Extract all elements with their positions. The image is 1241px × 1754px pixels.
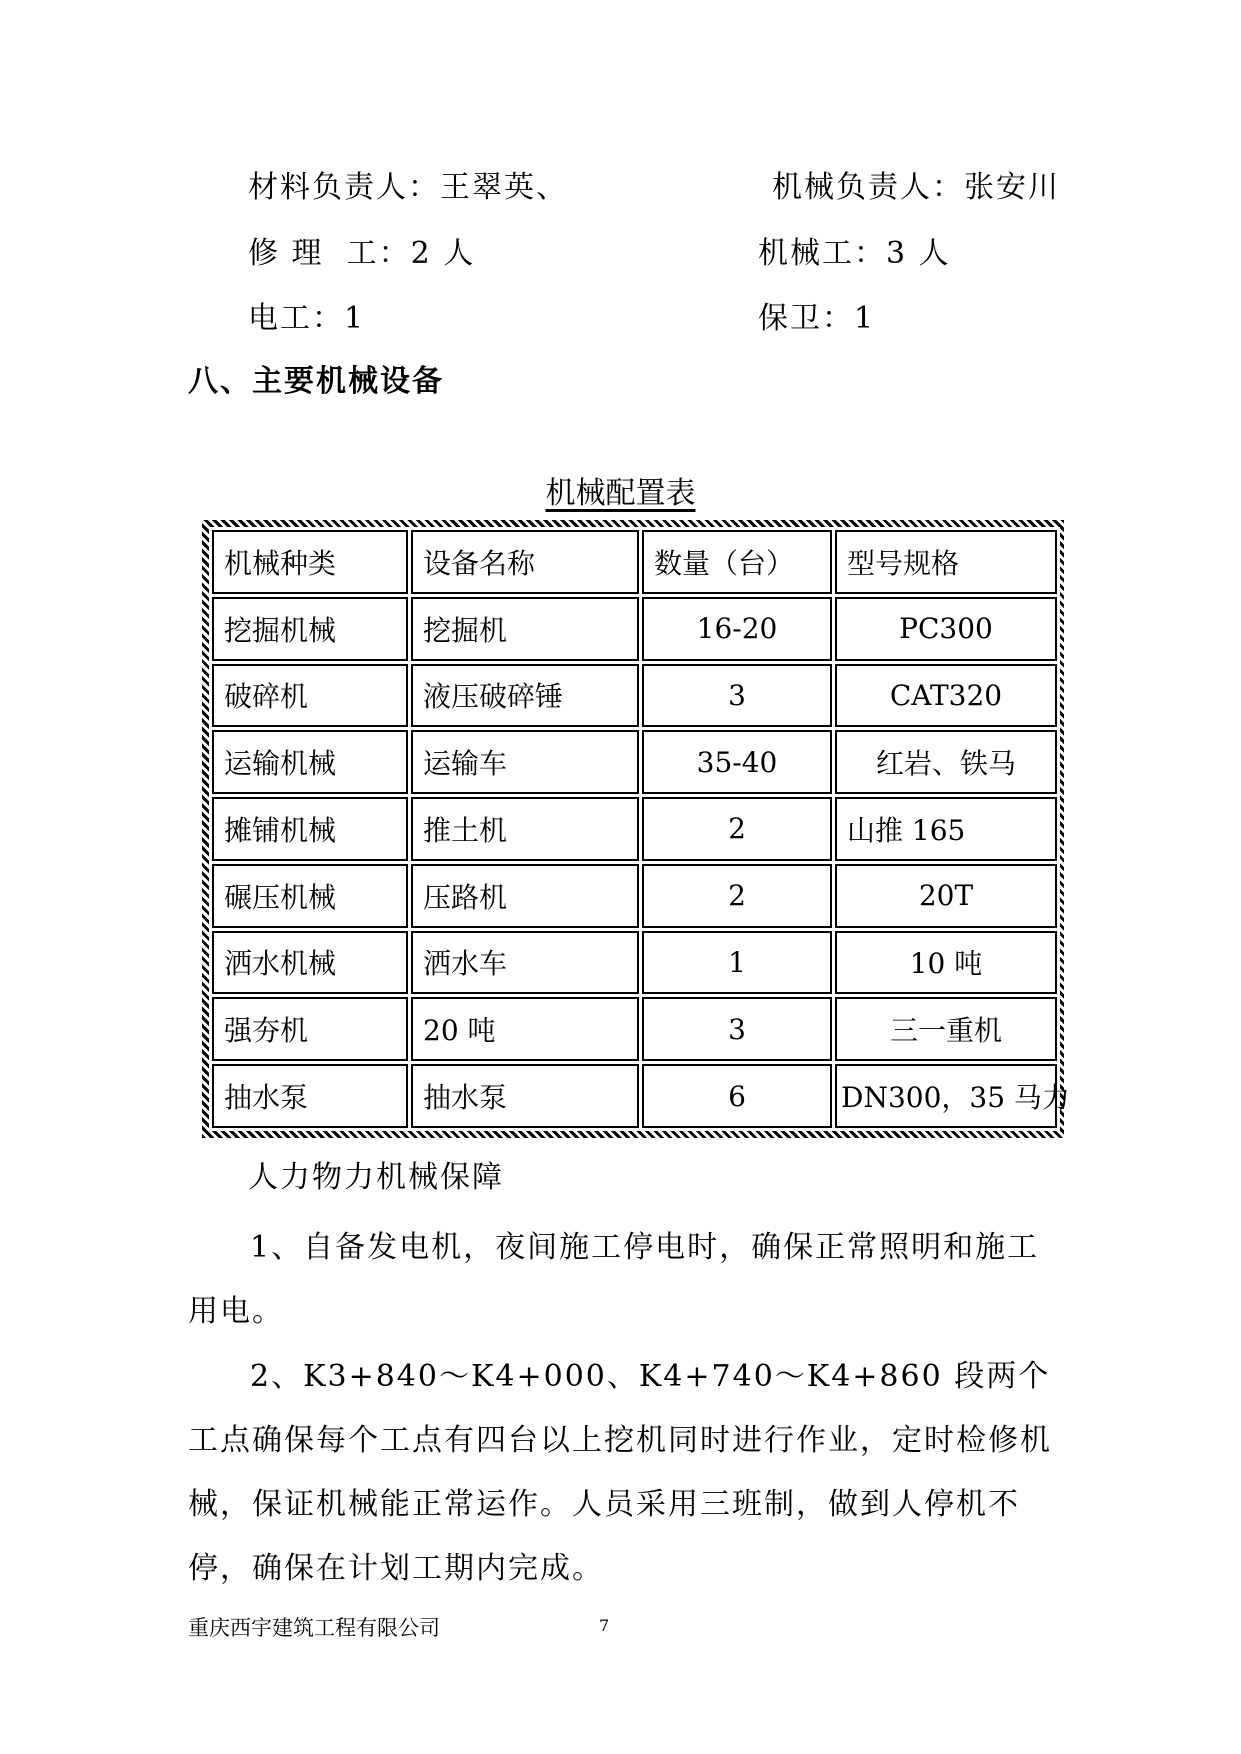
table-cell: 推土机	[411, 797, 639, 861]
table-row	[212, 1064, 1057, 1128]
table-cell: CAT320	[835, 664, 1057, 728]
table-cell: 洒水机械	[212, 931, 408, 995]
table-cell: 红岩、铁马	[835, 730, 1057, 794]
table-cell: 10 吨	[835, 931, 1057, 995]
staff-security: 保卫：1	[758, 301, 876, 336]
table-cell: 压路机	[411, 864, 639, 928]
header-cell-name: 设备名称	[411, 530, 639, 594]
subheading: 人力物力机械保障	[248, 1160, 504, 1195]
staff-material-manager: 材料负责人：王翠英、	[248, 170, 568, 205]
table-cell: 运输机械	[212, 730, 408, 794]
table-cell: PC300	[835, 597, 1057, 661]
table-cell: 强夯机	[212, 997, 408, 1061]
table-cell: 3	[642, 664, 832, 728]
table-cell: 20T	[835, 864, 1057, 928]
staff-repairers: 修 理 工：2 人	[248, 236, 476, 271]
staff-machinery-manager: 机械负责人：张安川	[772, 170, 1060, 205]
table-cell: 抽水泵	[411, 1064, 639, 1128]
paragraph-1: 1、自备发电机，夜间施工停电时，确保正常照明和施工用电。	[188, 1230, 1040, 1329]
table-row	[212, 597, 1057, 661]
table-cell: 三一重机	[835, 997, 1057, 1061]
table-cell: 挖掘机械	[212, 597, 408, 661]
table-cell: 2	[642, 797, 832, 861]
table-cell: 16-20	[642, 597, 832, 661]
table-cell: 运输车	[411, 730, 639, 794]
paragraph-2: 2、K3+840～K4+000、K4+740～K4+860 段两个工点确保每个工点有四台以上挖机同时进行作业，定时检修机械，保证机械能正常运作。人员采用三班制，做到人停机不停，确保在计划工期内完成。	[188, 1359, 1052, 1586]
table-cell: 挖掘机	[411, 597, 639, 661]
table-cell: 液压破碎锤	[411, 664, 639, 728]
table-cell: 2	[642, 864, 832, 928]
table-cell: 3	[642, 997, 832, 1061]
table-row	[212, 931, 1057, 995]
table-cell: 1	[642, 931, 832, 995]
table-cell: 洒水车	[411, 931, 639, 995]
table-cell: 山推 165	[835, 797, 1057, 861]
table-row	[212, 730, 1057, 794]
table-cell: 摊铺机械	[212, 797, 408, 861]
machinery-table-frame	[202, 520, 1070, 1138]
table-header-row	[212, 530, 1057, 594]
staff-electrician: 电工：1	[248, 301, 366, 336]
table-title: 机械配置表	[545, 476, 696, 511]
header-cell-quantity: 数量（台）	[642, 530, 832, 594]
table-cell: 35-40	[642, 730, 832, 794]
table-cell: 抽水泵	[212, 1064, 408, 1128]
table-title-wrap	[0, 468, 1241, 512]
header-cell-type: 机械种类	[212, 530, 408, 594]
table-cell: 破碎机	[212, 664, 408, 728]
table-cell: 碾压机械	[212, 864, 408, 928]
table-row	[212, 864, 1057, 928]
section-heading: 八、主要机械设备	[188, 364, 444, 399]
table-cell: 6	[642, 1064, 832, 1128]
table-cell: 20 吨	[411, 997, 639, 1061]
header-cell-model: 型号规格	[835, 530, 1057, 594]
table-row	[212, 797, 1057, 861]
table-cell: DN300，35 马力	[835, 1064, 1057, 1128]
machinery-table	[209, 527, 1070, 1131]
footer-company: 重庆西宇建筑工程有限公司	[188, 1616, 440, 1640]
staff-mechanics: 机械工：3 人	[758, 236, 951, 271]
table-row	[212, 664, 1057, 728]
table-row	[212, 997, 1057, 1061]
page-number: 7	[599, 1616, 610, 1635]
